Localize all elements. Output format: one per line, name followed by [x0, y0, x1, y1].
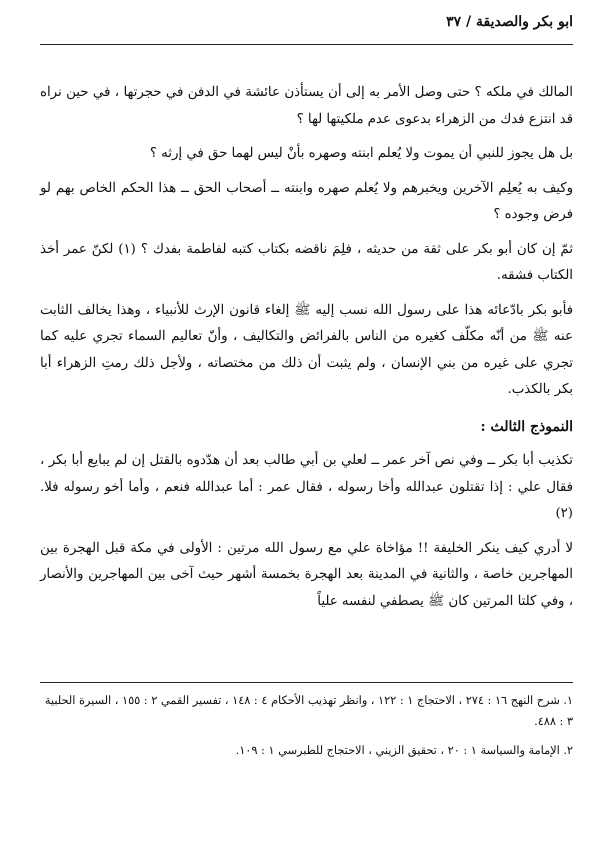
paragraph: بل هل يجوز للنبي أن يموت ولا يُعلم ابنته وصهره بأنْ ليس لهما حق في إرثه ؟: [149, 146, 573, 161]
footnotes: [40, 690, 573, 769]
running-header: ابو بكر والصديقة / ٣٧: [446, 14, 573, 30]
footnote-divider: [40, 682, 573, 683]
paragraph: ثمّ إن كان أبو بكر على ثقة من حديثه ، فلِمَ ناقضه بكتاب كتبه لفاطمة بفدك ؟ (١) لكنّ عمر أخذ الكتاب فشقه.: [40, 241, 573, 283]
paragraph: فأبو بكر بادّعائه هذا على رسول الله نسب إليه ﷺ إلغاء قانون الإرث للأنبياء ، وهذا يخالف الثابت عنه ﷺ من أنّه مكلّف كغيره من الناس بالفرائض والتكاليف ، وأنّ تعاليم السماء تجري عليه كما تجري على غيره من بني الإنسان ، ولم يثبت أن ذلك من مختصاته ، ولأجل ذلك رمتِ الزهراء أبا بكر بالكذب.: [40, 302, 573, 397]
footnote: ١. شرح النهج ١٦ : ٢٧٤ ، الاحتجاج ١ : ١٢٢ ، وانظر تهذيب الأحكام ٤ : ١٤٨ ، تفسير القمي ٢ : ١٥٥ ، السيرة الحلبية ٣ : ٤٨٨.: [44, 694, 573, 728]
paragraph: المالك في ملكه ؟ حتى وصل الأمر به إلى أن يستأذن عائشة في الدفن في حجرتها ، في حين نراه قد انتزع فدك من الزهراء بدعوى عدم ملكيتها لها ؟: [40, 85, 573, 127]
paragraph: لا أدري كيف ينكر الخليفة !! مؤاخاة علي مع رسول الله مرتين : الأولى في مكة قبل الهجرة بين المهاجرين خاصة ، والثانية في المدينة بعد الهجرة بخمسة أشهر حيث آخى بين المهاجرين والأنصار ، وفي كلتا المرتين كان ﷺ يصطفي لنفسه علياً: [40, 540, 573, 609]
header-divider: [40, 44, 573, 45]
paragraph: وكيف به يُعلِم الآخرين ويخبرهم ولا يُعلم صهره وابنته ــ أصحاب الحق ــ هذا الحكم الخاص بهم لو فرض وجوده ؟: [40, 180, 573, 222]
section-heading: النموذج الثالث :: [480, 418, 573, 435]
main-text: [40, 80, 573, 623]
paragraph: تكذيب أبا بكر ــ وفي نص آخر عمر ــ لعلي بن أبي طالب بعد أن هدّدوه بالقتل إن لم يبايع أبا بكر ، فقال علي : إذا تقتلون عبدالله وأخا رسوله ، فقال عمر : أما عبدالله فنعم ، وأما أخو رسوله فلا. (٢): [40, 453, 573, 521]
footnote: ٢. الإمامة والسياسة ١ : ٢٠ ، تحقيق الزيني ، الاحتجاج للطبرسي ١ : ١٠٩.: [235, 744, 573, 757]
